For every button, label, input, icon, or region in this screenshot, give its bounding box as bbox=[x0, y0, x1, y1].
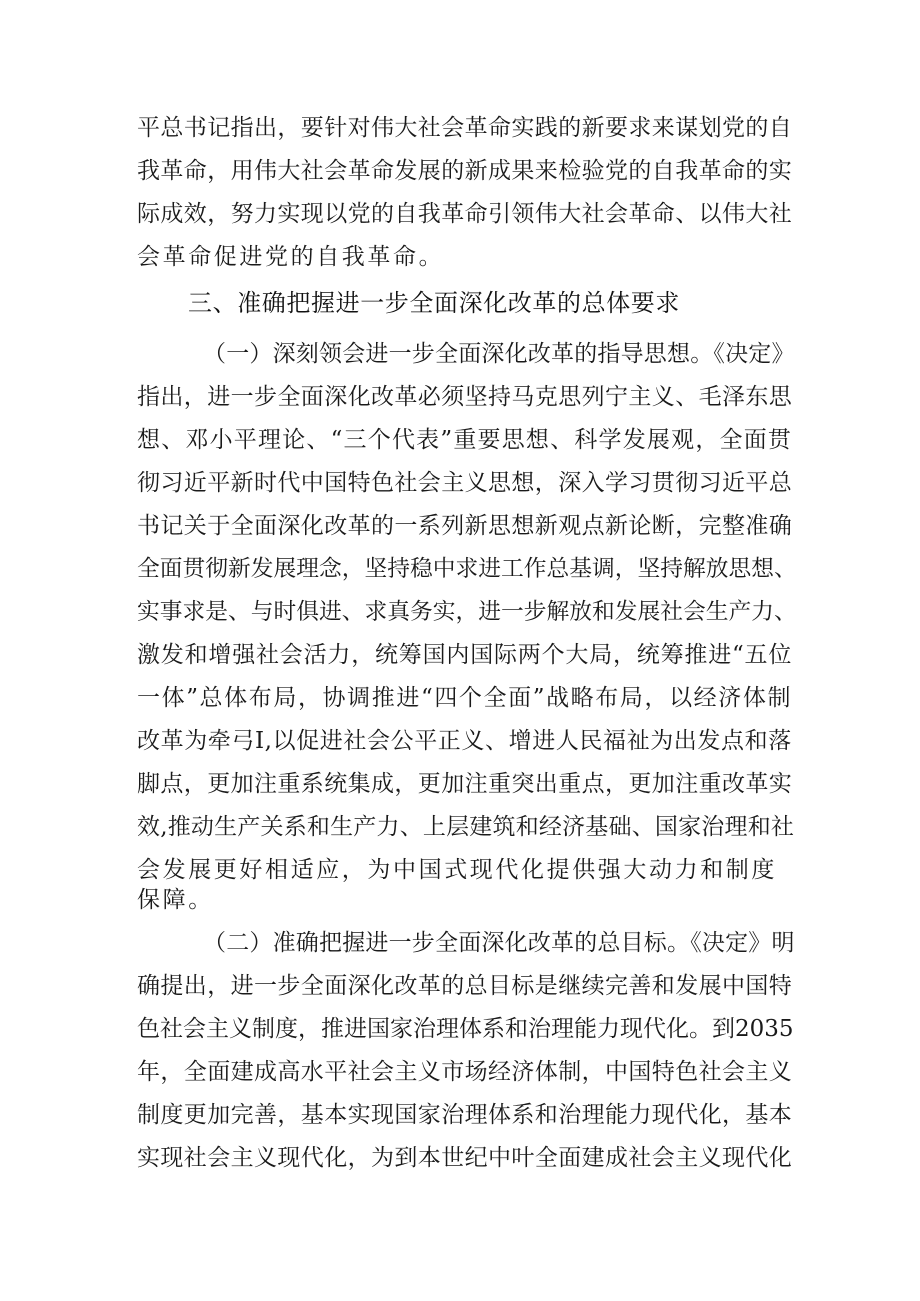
text-line: 制度更加完善，基本实现国家治理体系和治理能力现代化，基本 bbox=[137, 1102, 793, 1128]
text-line: 指出，进一步全面深化改革必须坚持马克思列宁主义、毛泽东思 bbox=[137, 384, 793, 410]
text-line: 色社会主义制度，推进国家治理体系和治理能力现代化。到2035 bbox=[137, 1016, 794, 1042]
text-line: 确提出，进一步全面深化改革的总目标是继续完善和发展中国特 bbox=[137, 973, 793, 999]
text-line: 年，全面建成高水平社会主义市场经济体制，中国特色社会主义 bbox=[137, 1059, 793, 1085]
text-line: 实事求是、与时俱进、求真务实，进一步解放和发展社会生产力、 bbox=[137, 599, 797, 625]
text-line: 全面贯彻新发展理念，坚持稳中求进工作总基调，坚持解放思想、 bbox=[137, 556, 797, 582]
text-line: 彻习近平新时代中国特色社会主义思想，深入学习贯彻习近平总 bbox=[137, 470, 793, 496]
text-line: 脚点，更加注重系统集成，更加注重突出重点，更加注重改革实 bbox=[137, 771, 793, 797]
text-line: 一体”总体布局，协调推进“四个全面”战略布局，以经济体制 bbox=[137, 685, 793, 711]
text-line: 改革为牵弓I,以促进社会公平正义、增进人民福祉为出发点和落 bbox=[137, 728, 792, 754]
text-line: （一）深刻领会进一步全面深化改革的指导思想。《决定》 bbox=[203, 341, 795, 367]
text-line: （二）准确把握进一步全面深化改革的总目标。《决定》明 bbox=[203, 930, 795, 956]
text-line: 我革命，用伟大社会革命发展的新成果来检验党的自我革命的实 bbox=[137, 158, 793, 184]
text-line: 实现社会主义现代化，为到本世纪中叶全面建成社会主义现代化 bbox=[137, 1145, 793, 1171]
text-line: 书记关于全面深化改革的一系列新思想新观点新论断，完整准确 bbox=[137, 513, 793, 539]
text-line: 效,推动生产关系和生产力、上层建筑和经济基础、国家治理和社 bbox=[137, 814, 795, 840]
text-line: 激发和增强社会活力，统筹国内国际两个大局，统筹推进“五位 bbox=[137, 642, 793, 668]
text-line: 际成效，努力实现以党的自我革命引领伟大社会革命、以伟大社 bbox=[137, 201, 793, 227]
text-line: 想、邓小平理论、“三个代表”重要思想、科学发展观，全面贯 bbox=[137, 427, 793, 453]
text-line: 会发展更好相适应，为中国式现代化提供强大动力和制度 bbox=[137, 857, 777, 883]
text-line: 会革命促进党的自我革命。 bbox=[137, 244, 445, 270]
text-line: 保障。 bbox=[137, 887, 214, 913]
text-line: 平总书记指出，要针对伟大社会革命实践的新要求来谋划党的自 bbox=[137, 115, 793, 141]
section-heading: 三、准确把握进一步全面深化改革的总体要求 bbox=[188, 289, 680, 317]
